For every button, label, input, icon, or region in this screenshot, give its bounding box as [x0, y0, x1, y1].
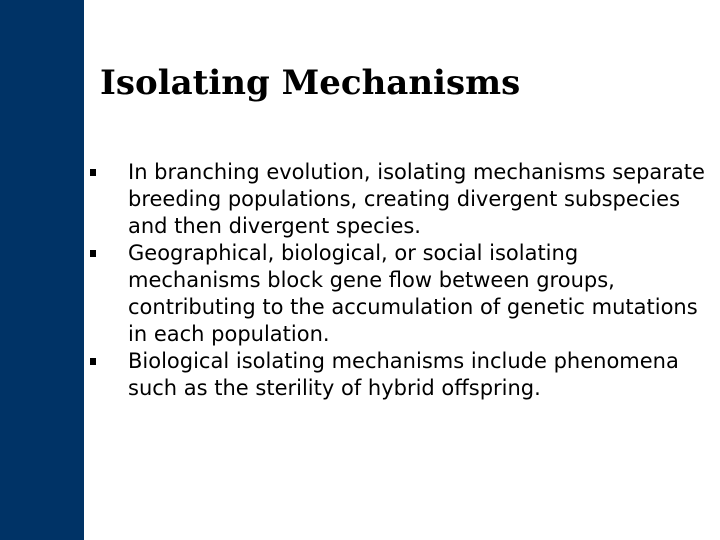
- sidebar-band: [0, 0, 84, 540]
- slide-title: Isolating Mechanisms: [100, 63, 521, 103]
- bullet-item: [128, 240, 708, 348]
- square-bullet-icon: [90, 358, 96, 365]
- bullet-text: In branching evolution, isolating mechanisms separate breeding populations, creating divergent subspecies and then divergent species.: [128, 160, 705, 238]
- bullet-item: [128, 159, 708, 240]
- bullet-text: Geographical, biological, or social isolating mechanisms block gene flow between groups, contributing to the accumulation of genetic mutations in each population.: [128, 241, 698, 346]
- bullet-list: [128, 159, 708, 402]
- square-bullet-icon: [90, 169, 96, 176]
- square-bullet-icon: [90, 250, 96, 257]
- bullet-item: [128, 348, 708, 402]
- bullet-text: Biological isolating mechanisms include phenomena such as the sterility of hybrid offspring.: [128, 349, 679, 400]
